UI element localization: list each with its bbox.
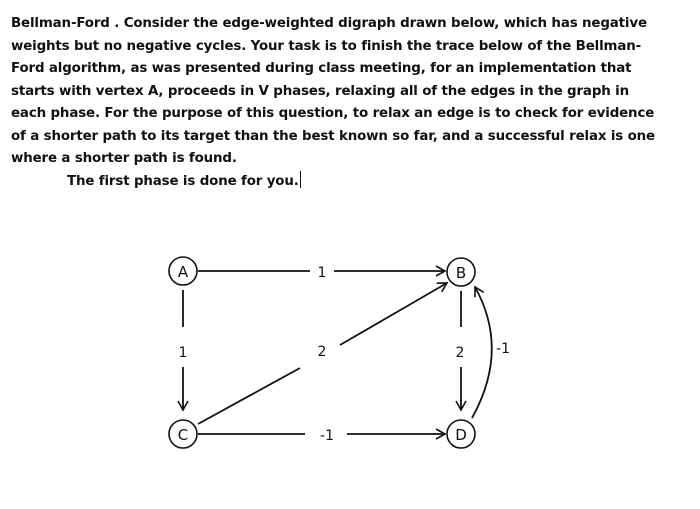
vertex-d-label: D: [455, 426, 467, 444]
edge-a-c-weight: 1: [178, 345, 188, 361]
question-line: each phase. For the purpose of this question, to relax an edge is to check for evidence: [11, 106, 655, 121]
vertex-c: [169, 420, 197, 448]
edge-d-b-weight: -1: [496, 341, 510, 357]
edge-b-d-weight: 2: [455, 345, 465, 361]
edge-a-c: [179, 290, 188, 410]
vertex-a: [169, 257, 197, 285]
edge-d-b: [472, 287, 510, 418]
question-line: Ford algorithm, as was presented during class meeting, for an implementation that: [11, 61, 632, 76]
vertex-a-label: A: [177, 263, 189, 281]
question-line: of a shorter path to its target than the best known so far, and a successful relax is one: [11, 128, 655, 144]
edge-c-b: [198, 283, 447, 424]
vertex-d: [447, 420, 475, 448]
question-line: where a shorter path is found.: [11, 151, 237, 166]
question-line: starts with vertex A, proceeds in V phases, relaxing all of the edges in the graph in: [11, 83, 629, 99]
edge-b-d: [456, 291, 465, 410]
vertex-b: [447, 258, 475, 286]
edge-a-b-weight: 1: [317, 265, 327, 281]
first-phase-note: The first phase is done for you.: [67, 173, 299, 189]
question-line: weights but no negative cycles. Your task is to finish the trace below of the Bellman-: [11, 38, 641, 54]
edge-c-d: [198, 428, 445, 444]
question-line: Bellman-Ford . Consider the edge-weighted digraph drawn below, which has negative: [11, 16, 647, 31]
edge-c-d-weight: -1: [320, 428, 334, 444]
vertex-c-label: C: [177, 426, 189, 444]
edge-c-b-weight: 2: [317, 344, 327, 360]
edge-a-b: [198, 265, 445, 281]
vertex-b-label: B: [455, 264, 467, 282]
